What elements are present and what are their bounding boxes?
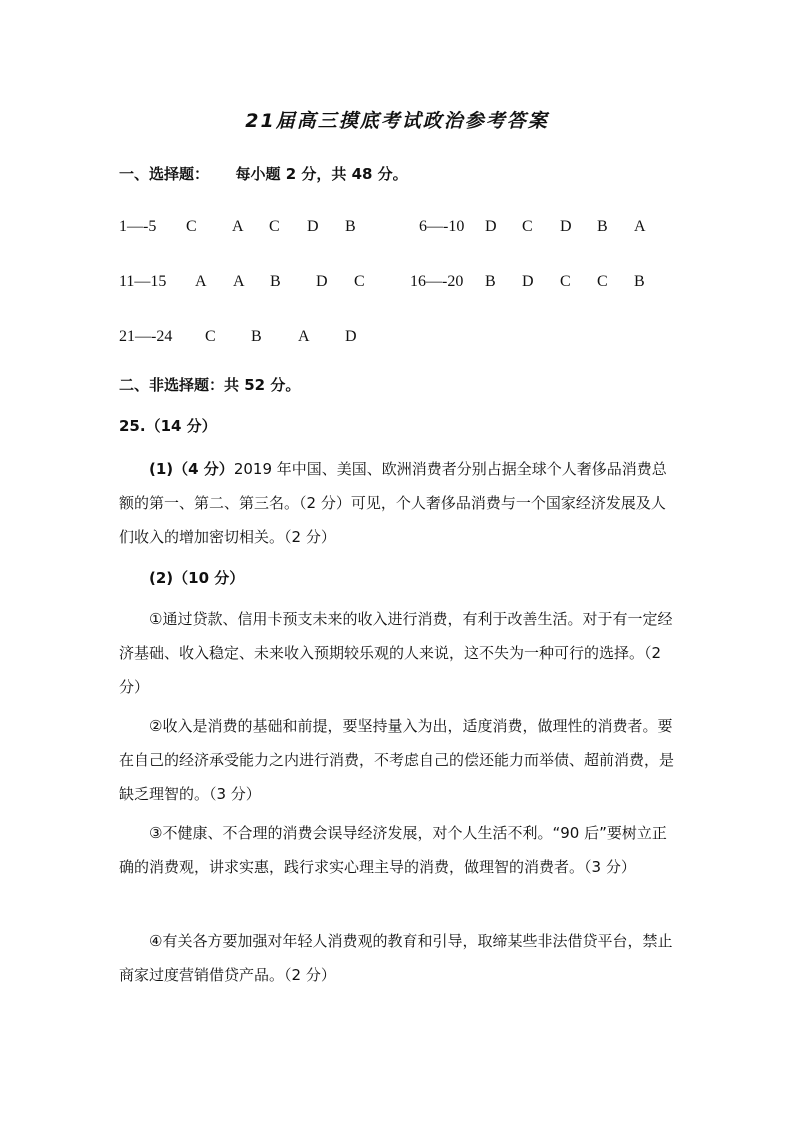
answer-row-1	[0, 218, 794, 240]
section2-heading: 二、非选择题：共 52 分。	[119, 376, 301, 394]
answer: D	[560, 218, 572, 235]
range-label: 1—-5	[119, 218, 157, 235]
answer: C	[560, 273, 571, 290]
answer: D	[316, 273, 328, 290]
point-1: ①通过贷款、信用卡预支未来的收入进行消费，有利于改善生活。对于有一定经济基础、收入稳定、未来收入预期较乐观的人来说，这不失为一种可行的选择。（2 分）	[119, 610, 673, 696]
answer: C	[269, 218, 280, 235]
point-2: ②收入是消费的基础和前提，要坚持量入为出，适度消费，做理性的消费者。要在自己的经济承受能力之内进行消费，不考虑自己的偿还能力而举债、超前消费，是缺乏理智的。（3 分）	[119, 717, 675, 803]
answer: B	[270, 273, 281, 290]
point-3: ③不健康、不合理的消费会误导经济发展，对个人生活不利。“90 后”要树立正确的消费观，讲求实惠，践行求实心理主导的消费，做理智的消费者。（3 分）	[119, 824, 667, 876]
answer-row-2	[0, 273, 794, 295]
answer: C	[522, 218, 533, 235]
answer: A	[634, 218, 646, 235]
answer: A	[195, 273, 207, 290]
answer: A	[232, 218, 244, 235]
answer: D	[485, 218, 497, 235]
q25-part2-label: (2)（10 分）	[149, 569, 245, 587]
part1-label: (1)（4 分）	[149, 460, 234, 478]
answer: D	[307, 218, 319, 235]
answer: D	[522, 273, 534, 290]
answer: B	[597, 218, 608, 235]
answer: C	[597, 273, 608, 290]
answer: C	[205, 328, 216, 345]
range-label: 16—-20	[410, 273, 464, 290]
q25-heading: 25.（14 分）	[119, 417, 217, 435]
part1-text: 2019 年中国、美国、欧洲消费者分别占据全球个人奢侈品消费总额的第一、第二、第三名。（2 分）可见，个人奢侈品消费与一个国家经济发展及人们收入的增加密切相关。（2 分）	[119, 460, 667, 546]
section1-title: 一、选择题：	[119, 165, 210, 183]
answer: C	[354, 273, 365, 290]
answer: D	[345, 328, 357, 345]
range-label: 6—-10	[419, 218, 465, 235]
section1-note: 每小题 2 分，共 48 分。	[235, 165, 408, 183]
answer: A	[233, 273, 245, 290]
range-label: 21—-24	[119, 328, 173, 345]
answer: B	[634, 273, 645, 290]
answer: B	[251, 328, 262, 345]
answer: A	[298, 328, 310, 345]
q25-part1	[119, 452, 679, 554]
page-title: 21届高三摸底考试政治参考答案	[245, 110, 549, 132]
answer-row-3	[0, 328, 794, 350]
section1-heading	[119, 163, 408, 184]
point-4: ④有关各方要加强对年轻人消费观的教育和引导，取缔某些非法借贷平台，禁止商家过度营销借贷产品。（2 分）	[119, 932, 673, 984]
answer: C	[186, 218, 197, 235]
range-label: 11—15	[119, 273, 167, 290]
answer: B	[345, 218, 356, 235]
answer: B	[485, 273, 496, 290]
